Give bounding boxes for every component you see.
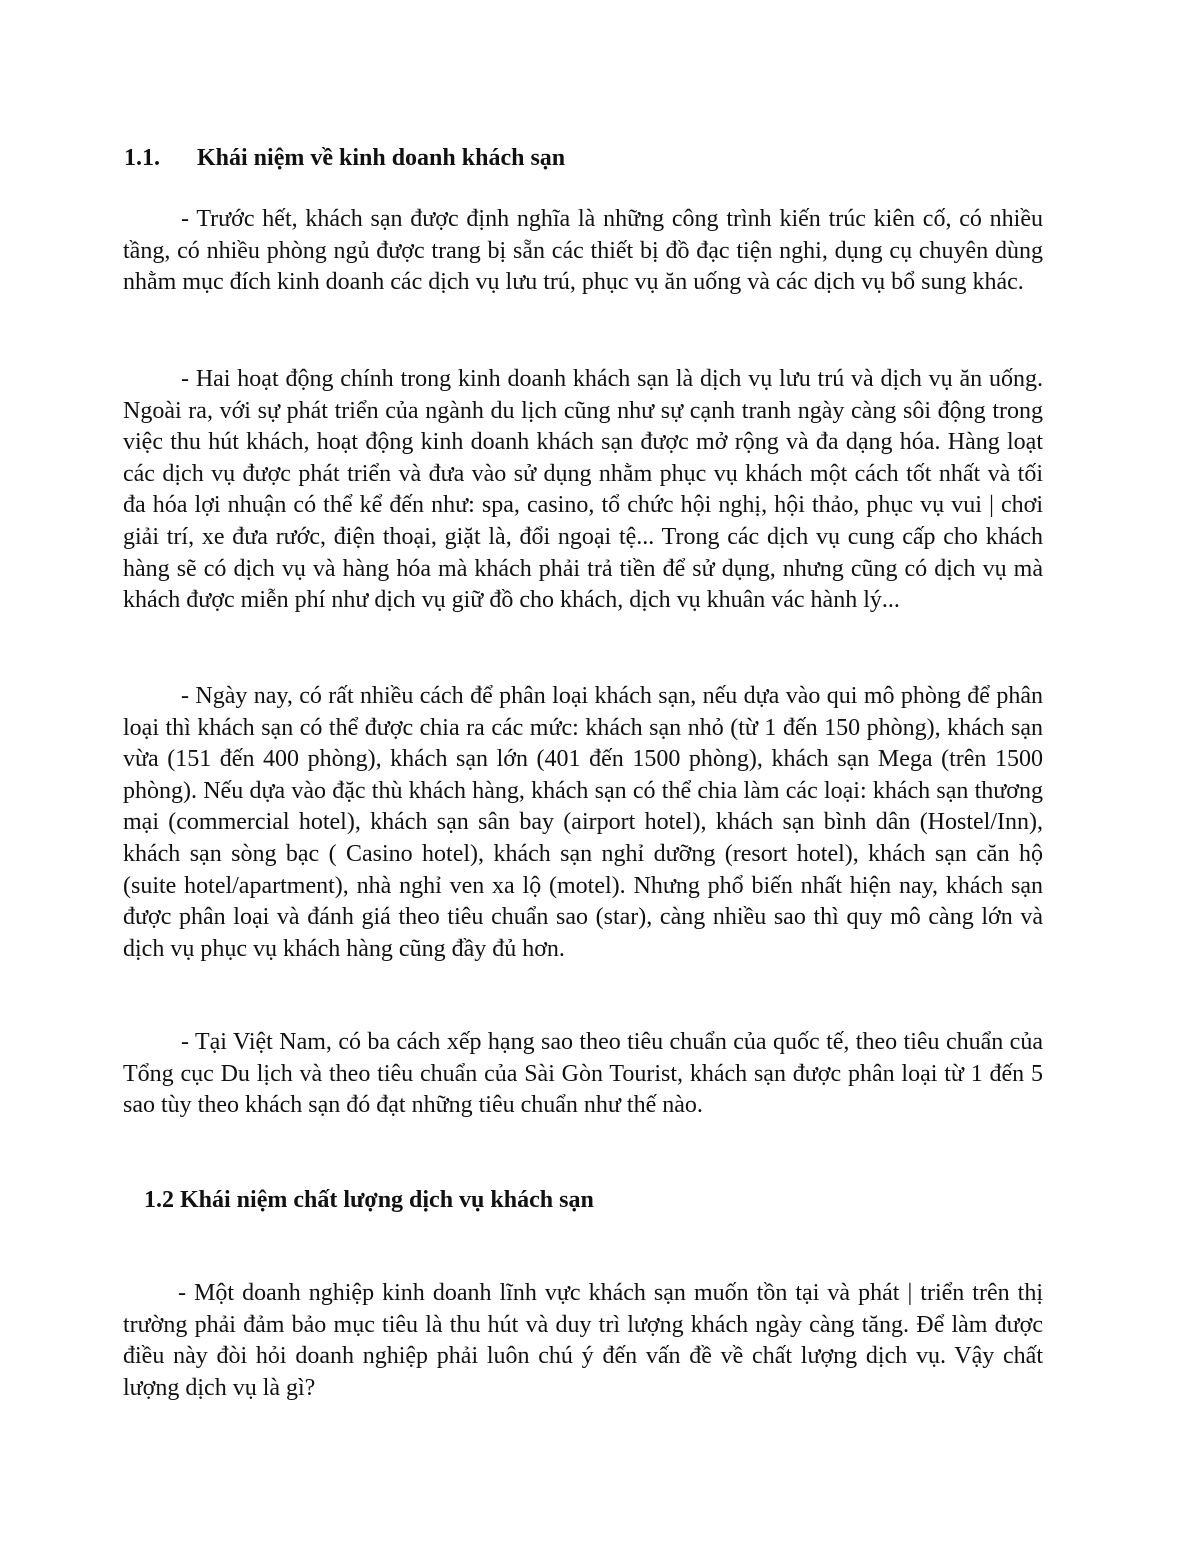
paragraph-vietnam-rating: - Tại Việt Nam, có ba cách xếp hạng sao theo tiêu chuẩn của quốc tế, theo tiêu chuẩn của Tổng cục Du lịch và theo tiêu chuẩn của Sài Gòn Tourist, khách sạn được phân loại từ 1 đến 5 sao tùy theo khách sạn đó đạt những tiêu chuẩn như thế nào. — [123, 1029, 1043, 1119]
paragraph-service-quality: - Một doanh nghiệp kinh doanh lĩnh vực khách sạn muốn tồn tại và phát | triển trên thị trường phải đảm bảo mục tiêu là thu hút và duy trì lượng khách ngày càng tăng. Để làm được điều này đòi hỏi doanh nghiệp phải luôn chú ý đến vấn đề về chất lượng dịch vụ. Vậy chất lượng dịch vụ là gì? — [123, 1280, 1043, 1401]
section-number: 1.1. — [124, 145, 160, 171]
paragraph-hotel-classification: - Ngày nay, có rất nhiều cách để phân loại khách sạn, nếu dựa vào qui mô phòng để phân loại thì khách sạn có thể được chia ra các mức: khách sạn nhỏ (từ 1 đến 150 phòng), khách sạn vừa (151 đến 400 phòng), khách sạn lớn (401 đến 1500 phòng), khách sạn Mega (trên 1500 phòng). Nếu dựa vào đặc thù khách hàng, khách sạn có thể chia làm các loại: khách sạn thương mại (commercial hotel), khách sạn sân bay (airport hotel), khách sạn bình dân (Hostel/Inn), khách sạn sòng bạc ( Casino hotel), khách sạn nghỉ dưỡng (resort hotel), khách sạn căn hộ (suite hotel/apartment), nhà nghỉ ven xa lộ (motel). Nhưng phổ biến nhất hiện nay, khách sạn được phân loại và đánh giá theo tiêu chuẩn sao (star), càng nhiều sao thì quy mô càng lớn và dịch vụ phục vụ khách hàng cũng đầy đủ hơn. — [123, 683, 1043, 962]
paragraph-hotel-definition: - Trước hết, khách sạn được định nghĩa là những công trình kiến trúc kiên cố, có nhiều tầng, có nhiều phòng ngủ được trang bị sẵn các thiết bị đồ đạc tiện nghi, dụng cụ chuyên dùng nhằm mục đích kinh doanh các dịch vụ lưu trú, phục vụ ăn uống và các dịch vụ bổ sung khác. — [123, 206, 1043, 296]
paragraph-main-activities: - Hai hoạt động chính trong kinh doanh khách sạn là dịch vụ lưu trú và dịch vụ ăn uống. Ngoài ra, với sự phát triển của ngành du lịch cũng như sự cạnh tranh ngày càng sôi động trong việc thu hút khách, hoạt động kinh doanh khách sạn được mở rộng và đa dạng hóa. Hàng loạt các dịch vụ được phát triển và đưa vào sử dụng nhằm phục vụ khách một cách tốt nhất và tối đa hóa lợi nhuận có thể kể đến như: spa, casino, tổ chức hội nghị, hội thảo, phục vụ vui | chơi giải trí, xe đưa rước, điện thoại, giặt là, đổi ngoại tệ... Trong các dịch vụ cung cấp cho khách hàng sẽ có dịch vụ và hàng hóa mà khách phải trả tiền để sử dụng, nhưng cũng có dịch vụ mà khách được miễn phí như dịch vụ giữ đồ cho khách, dịch vụ khuân vác hành lý... — [123, 366, 1043, 614]
section-heading-1-2: 1.2 Khái niệm chất lượng dịch vụ khách sạn — [144, 1187, 594, 1213]
section-heading-1-1 — [124, 143, 565, 173]
section-title: Khái niệm về kinh doanh khách sạn — [197, 145, 566, 171]
